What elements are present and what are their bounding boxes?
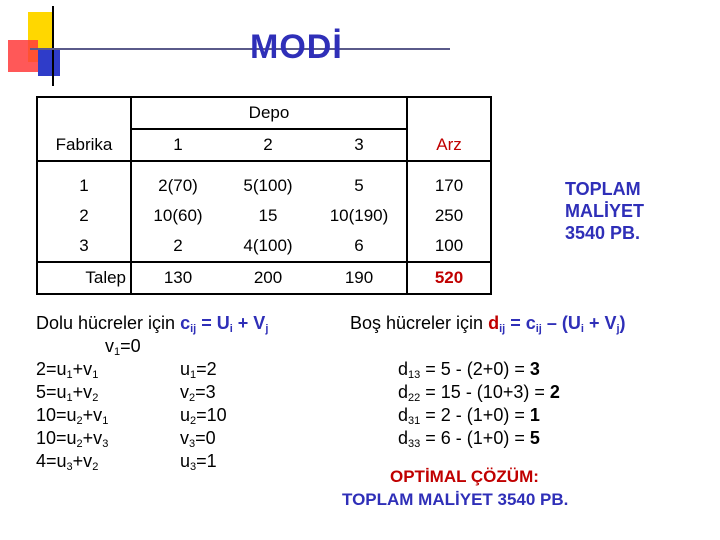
- decor-blue-square: [38, 50, 60, 76]
- dolu-heading-line: [36, 312, 268, 340]
- table-row: [37, 97, 491, 129]
- equation-right: $v_3=0$: [180, 428, 216, 450]
- side-total-cost: [565, 178, 644, 244]
- arz-cell: 170: [407, 171, 491, 201]
- d-value-line: $d_{31} = 2 - (1+0) = 1$: [398, 405, 540, 427]
- arz-cell: 250: [407, 201, 491, 231]
- equation-left: $10=u_2+v_1$: [36, 405, 109, 427]
- decor-red-square: [8, 40, 38, 72]
- equation-left: $10=u_2+v_3$: [36, 428, 109, 450]
- talep-cell: 190: [312, 262, 407, 294]
- row-label: 2: [37, 201, 131, 231]
- table-cell: 2: [173, 236, 183, 255]
- equation-left: $4=u_3+v_2$: [36, 451, 99, 473]
- transport-table: [36, 96, 492, 295]
- fabrika-header: Fabrika: [37, 129, 131, 161]
- optimal-total: TOPLAM MALİYET 3540 PB.: [342, 490, 569, 509]
- equation-right: $u_3=1$: [180, 451, 217, 473]
- decor-vertical-line: [52, 6, 54, 86]
- table-cell: 5(100): [243, 176, 293, 195]
- table-cell: [407, 97, 491, 129]
- table-cell: 4(100): [243, 236, 293, 255]
- depo-header: Depo: [131, 97, 407, 129]
- table-row: [37, 201, 491, 231]
- total-cell: 520: [407, 262, 491, 294]
- d-value-result: 5: [529, 428, 540, 448]
- page-title: MODİ: [250, 28, 343, 66]
- table-cell: [131, 161, 224, 171]
- table-cell: 5: [354, 176, 364, 195]
- table-cell: 15: [258, 206, 278, 225]
- talep-label: Talep: [37, 262, 131, 294]
- table-cell: 6: [354, 236, 364, 255]
- d-value-expr: = 2 - (1+0) =: [425, 405, 525, 425]
- v1-start: $v_1=0$: [105, 336, 141, 358]
- column-header: 2: [224, 129, 312, 161]
- table-cell: 10(60): [153, 206, 203, 225]
- table-row: [37, 262, 491, 294]
- d-value-result: 3: [529, 359, 540, 379]
- equation-left: $5=u_1+v_2$: [36, 382, 99, 404]
- d-value-result: 2: [549, 382, 560, 402]
- table-row: [37, 161, 491, 171]
- table-cell: [37, 97, 131, 129]
- d-value-line: $d_{33} = 6 - (1+0) = 5$: [398, 428, 540, 450]
- equation-right: $u_2=10$: [180, 405, 227, 427]
- side-total-line: 3540 PB.: [565, 223, 641, 243]
- decor-horizontal-line: [30, 48, 450, 50]
- bos-heading-line: [350, 312, 626, 340]
- d-value-line: $d_{22} = 15 - (10+3) = 2$: [398, 382, 560, 404]
- table-cell: [407, 161, 491, 171]
- d-value-line: $d_{13} = 5 - (2+0) = 3$: [398, 359, 540, 381]
- row-label: 1: [37, 171, 131, 201]
- column-header: 3: [312, 129, 407, 161]
- bos-heading: Boş hücreler için: [350, 313, 484, 333]
- bos-formula: $d_{ij} = c_{ij} - (U_i + V_j)$: [488, 313, 626, 335]
- table-cell: 10(190): [329, 206, 389, 225]
- row-label: 3: [37, 231, 131, 262]
- d-value-expr: = 6 - (1+0) =: [425, 428, 525, 448]
- table-row: [37, 129, 491, 161]
- talep-cell: 200: [224, 262, 312, 294]
- equation-left: $2=u_1+v_1$: [36, 359, 99, 381]
- dolu-formula: $c_{ij} = U_i + V_j$: [180, 313, 269, 335]
- table-cell: [312, 161, 407, 171]
- table-cell: 2(70): [158, 176, 198, 195]
- table-row: [37, 231, 491, 262]
- table-row: [37, 171, 491, 201]
- arz-header: Arz: [407, 129, 491, 161]
- equation-right: $v_2=3$: [180, 382, 216, 404]
- optimal-label: OPTİMAL ÇÖZÜM:: [390, 467, 539, 486]
- d-value-expr: = 15 - (10+3) =: [425, 382, 545, 402]
- talep-cell: 130: [131, 262, 224, 294]
- dolu-heading: Dolu hücreler için: [36, 313, 176, 333]
- table-cell: [37, 161, 131, 171]
- equation-right: $u_1=2$: [180, 359, 217, 381]
- table-cell: [224, 161, 312, 171]
- d-value-result: 1: [529, 405, 540, 425]
- side-total-line: TOPLAM: [565, 179, 641, 199]
- side-total-line: MALİYET: [565, 201, 644, 221]
- arz-cell: 100: [407, 231, 491, 262]
- column-header: 1: [131, 129, 224, 161]
- d-value-expr: = 5 - (2+0) =: [425, 359, 525, 379]
